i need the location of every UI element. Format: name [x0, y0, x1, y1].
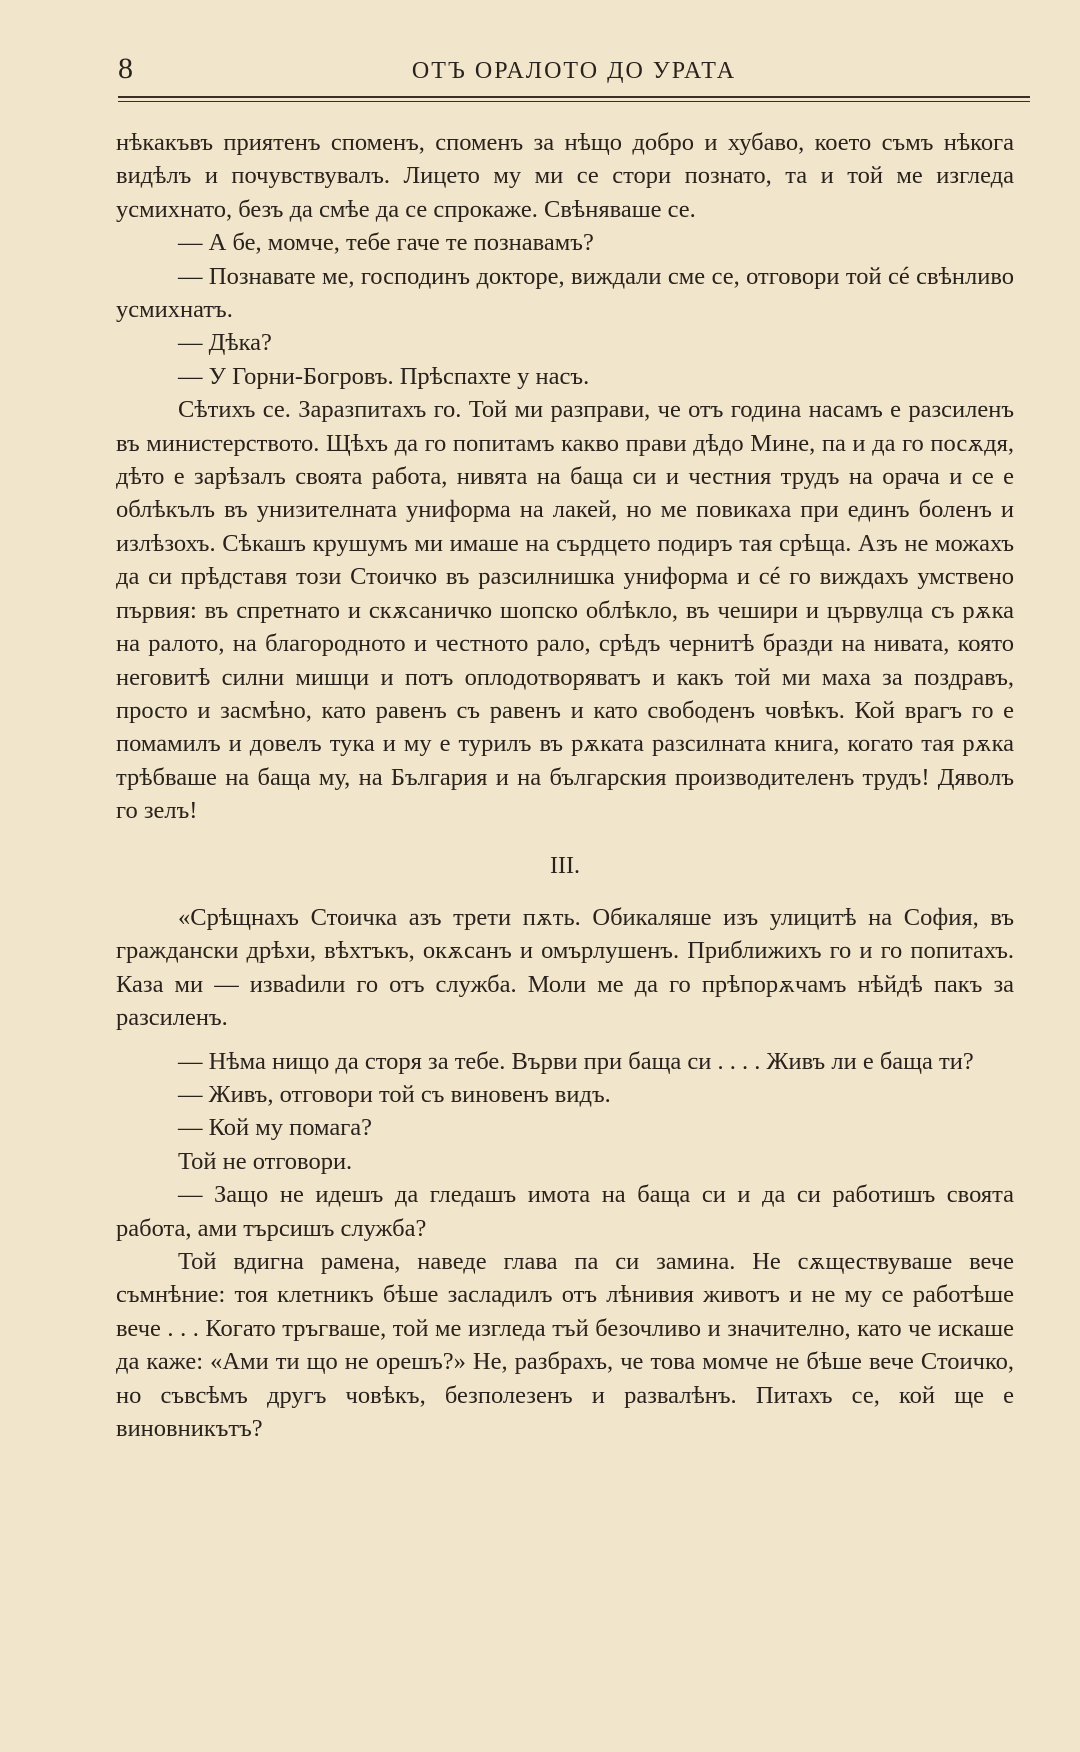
- running-title: ОТЪ ОРАЛОТО ДО УРАТА: [411, 58, 737, 84]
- page-header: [118, 52, 1030, 88]
- section-number: III.: [550, 852, 580, 879]
- paragraph: Той вдигна рамена, наведе глава па си замина. Не сѫществуваше вече съмнѣние: тоя клетникъ бѣше засладилъ отъ лѣнивия животъ и не му се работѣше вече . . . Когато тръгваше, той ме изгледа тъй безочливо и значително, като че искаше да каже: «Ами ти що не орешъ?» Не, разбрахъ, че това момче не бѣше вече Стоичко, но съвсѣмъ другъ човѣкъ, безполезенъ и развалѣнъ. Питахъ се, кой ще е виновникътъ?: [116, 1248, 1014, 1443]
- paragraph: — Живъ, отговори той съ виновенъ видъ.: [178, 1080, 611, 1108]
- paragraph: — У Горни-Богровъ. Прѣспахте у насъ.: [178, 362, 590, 390]
- paragraph: нѣкакъвъ приятенъ споменъ, споменъ за нѣщо добро и хубаво, което съмъ нѣкога видѣлъ и почувствувалъ. Лицето му ми се стори познато, та и той ме изгледа усмихнато, безъ да смѣе да се спрокаже. Свѣняваше се.: [116, 129, 1014, 223]
- paragraph: «Срѣщнахъ Стоичка азъ трети пѫть. Обикаляше изъ улицитѣ на София, въ граждански дрѣхи, вѣхтъкъ, окѫсанъ и омърлушенъ. Приближихъ го и го попитахъ. Каза ми — изваdили го отъ служба. Моли ме да го прѣпорѫчамъ нѣйдѣ пакъ за разсиленъ.: [116, 903, 1014, 1032]
- paragraph: — Познавате ме, господинъ докторе, виждали сме се, отговори той сé свѣнливо усмихнатъ.: [116, 262, 1014, 324]
- header-rule-thick: [118, 96, 1030, 98]
- page-number: 8: [118, 52, 133, 85]
- paragraph: — Нѣма нищо да сторя за тебе. Върви при баща си . . . . Живъ ли е баща ти?: [178, 1047, 974, 1075]
- paragraph: Той не отговори.: [178, 1147, 353, 1175]
- paragraph: Сѣтихъ се. Заразпитахъ го. Той ми разправи, че отъ година насамъ е разсиленъ въ министерството. Щѣхъ да го попитамъ какво прави дѣдо Мине, па и да го посѫдя, дѣто е зарѣзалъ своята работа, нивята на баща си и честния трудъ на орача и се е облѣкълъ въ унизителната униформа на лакей, но ме повикаха при единъ боленъ и излѣзохъ. Сѣкашъ крушумъ ми имаше на сърдцето подиръ тая срѣща. Азъ не можахъ да си прѣдставя този Стоичко въ разсилнишка униформа и сé го виждахъ умствено първия: въ спретнато и скѫсаничко шопско облѣкло, въ чешири и цървулца съ рѫка на ралото, на благородното и честното рало, срѣдъ чернитѣ бразди на нивата, която неговитѣ силни мишци и потъ оплодотворяватъ и какъ той ми маха за поздравъ, просто и засмѣно, като равенъ съ равенъ и като свободенъ човѣкъ. Кой врагъ го е помамилъ и довелъ тука и му е турилъ въ рѫката разсилната книга, когато тая рѫка трѣбваше на баща му, на България и на българския производителенъ трудъ! Дяволъ го зелъ!: [116, 396, 1014, 825]
- body-text: [116, 126, 1014, 1445]
- paragraph: — Защо не идешъ да гледашъ имота на баща си и да си работишъ своята работа, ами търсишъ служба?: [116, 1181, 1014, 1242]
- paragraph: — Кой му помага?: [178, 1114, 373, 1142]
- paragraph: — Дѣка?: [178, 329, 272, 357]
- header-rule-thin: [118, 101, 1030, 102]
- paragraph: — А бе, момче, тебе гаче те познавамъ?: [178, 229, 594, 257]
